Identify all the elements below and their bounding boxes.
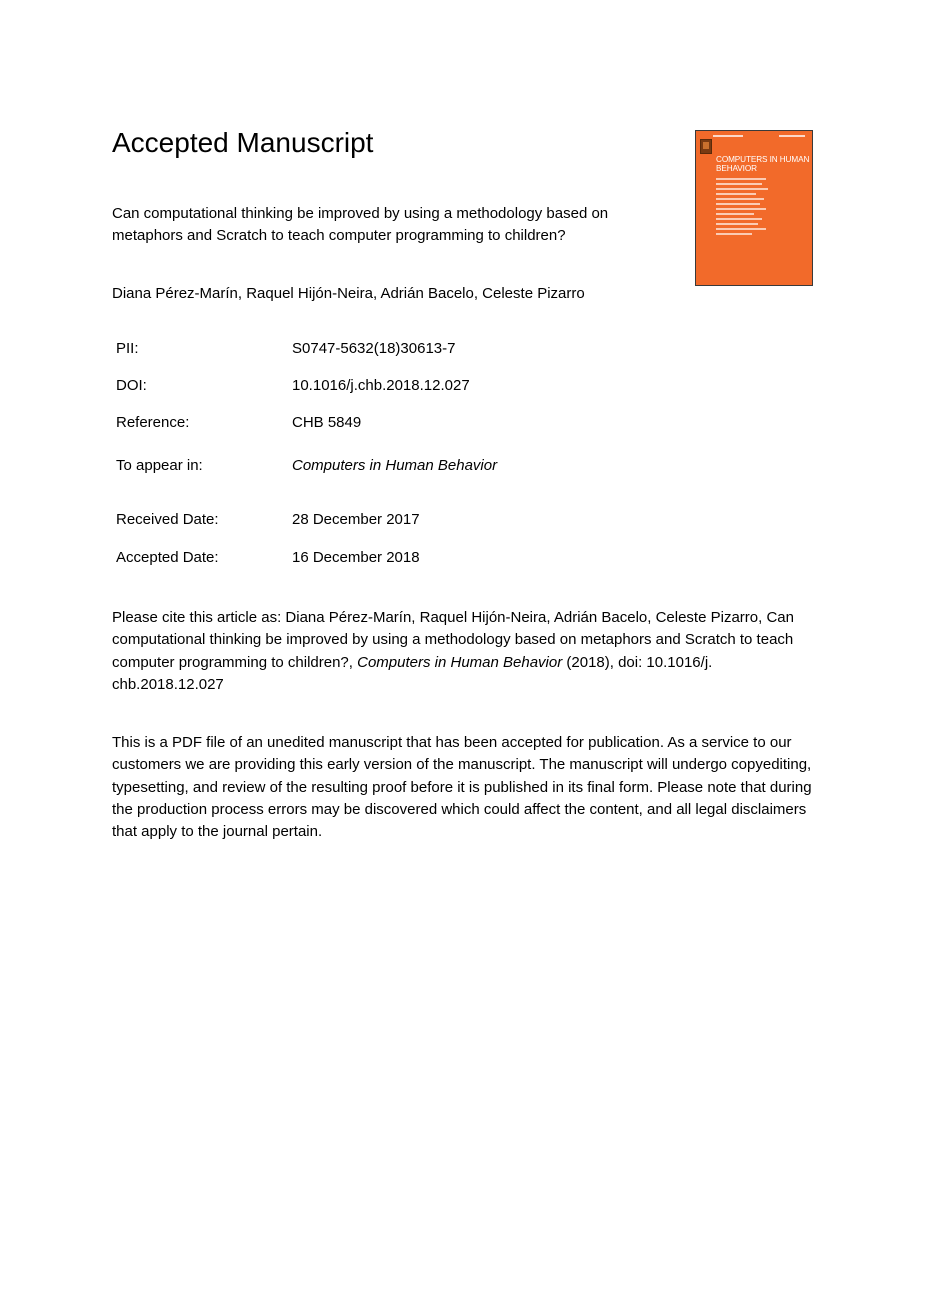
appear-in-value: Computers in Human Behavior [292, 457, 498, 474]
cover-text-line [716, 213, 754, 215]
citation-journal: Computers in Human Behavior [357, 653, 563, 671]
citation-paragraph [112, 607, 817, 696]
appear-in-label: To appear in: [116, 457, 203, 474]
reference-label: Reference: [116, 414, 190, 431]
received-date-label: Received Date: [116, 511, 219, 528]
doi-label: DOI: [116, 377, 147, 394]
cover-text-line [716, 178, 766, 180]
citation-prefix: Please cite this article as: Diana Pérez-Marín, Raquel Hijón-Neira, Adrián Bacelo, Celeste Pizarro, Can computational thinking be improved by using a methodology based on metaphors and Scratch to teach computer programming to children?, [112, 609, 794, 671]
accepted-date-value: 16 December 2018 [292, 549, 420, 566]
cover-text-line [716, 223, 758, 225]
cover-text-line [716, 203, 760, 205]
pii-label: PII: [116, 340, 139, 357]
cover-text-line [716, 188, 768, 190]
disclaimer-paragraph: This is a PDF file of an unedited manuscript that has been accepted for publication. As a service to our customers we are providing this early version of the manuscript. The manuscript will undergo copyediting, typesetting, and review of the resulting proof before it is published in its final form. Please note that during the production process errors may be discovered which could affect the content, and all legal disclaimers that apply to the journal pertain. [112, 734, 812, 841]
article-authors: Diana Pérez-Marín, Raquel Hijón-Neira, Adrián Bacelo, Celeste Pizarro [112, 285, 585, 302]
article-title: Can computational thinking be improved by using a methodology based on metaphors and Scratch to teach computer programming to children? [112, 205, 609, 244]
page-title: Accepted Manuscript [112, 127, 374, 158]
cover-journal-title: COMPUTERS IN HUMAN BEHAVIOR [716, 155, 810, 173]
accepted-date-label: Accepted Date: [116, 549, 219, 566]
pii-value: S0747-5632(18)30613-7 [292, 340, 456, 357]
elsevier-logo-icon [700, 139, 712, 154]
cover-text-line [716, 183, 762, 185]
cover-text-line [716, 233, 752, 235]
cover-text-line [716, 228, 766, 230]
cover-text-line [716, 198, 764, 200]
cover-text-line [716, 193, 756, 195]
reference-value: CHB 5849 [292, 414, 362, 431]
received-date-value: 28 December 2017 [292, 511, 420, 528]
cover-text-line [716, 208, 766, 210]
journal-cover-image [695, 130, 813, 286]
citation-suffix: (2018), doi: 10.1016/j. chb.2018.12.027 [112, 653, 713, 693]
doi-value: 10.1016/j.chb.2018.12.027 [292, 377, 470, 394]
cover-header-strip [699, 134, 809, 138]
cover-text-line [716, 218, 762, 220]
